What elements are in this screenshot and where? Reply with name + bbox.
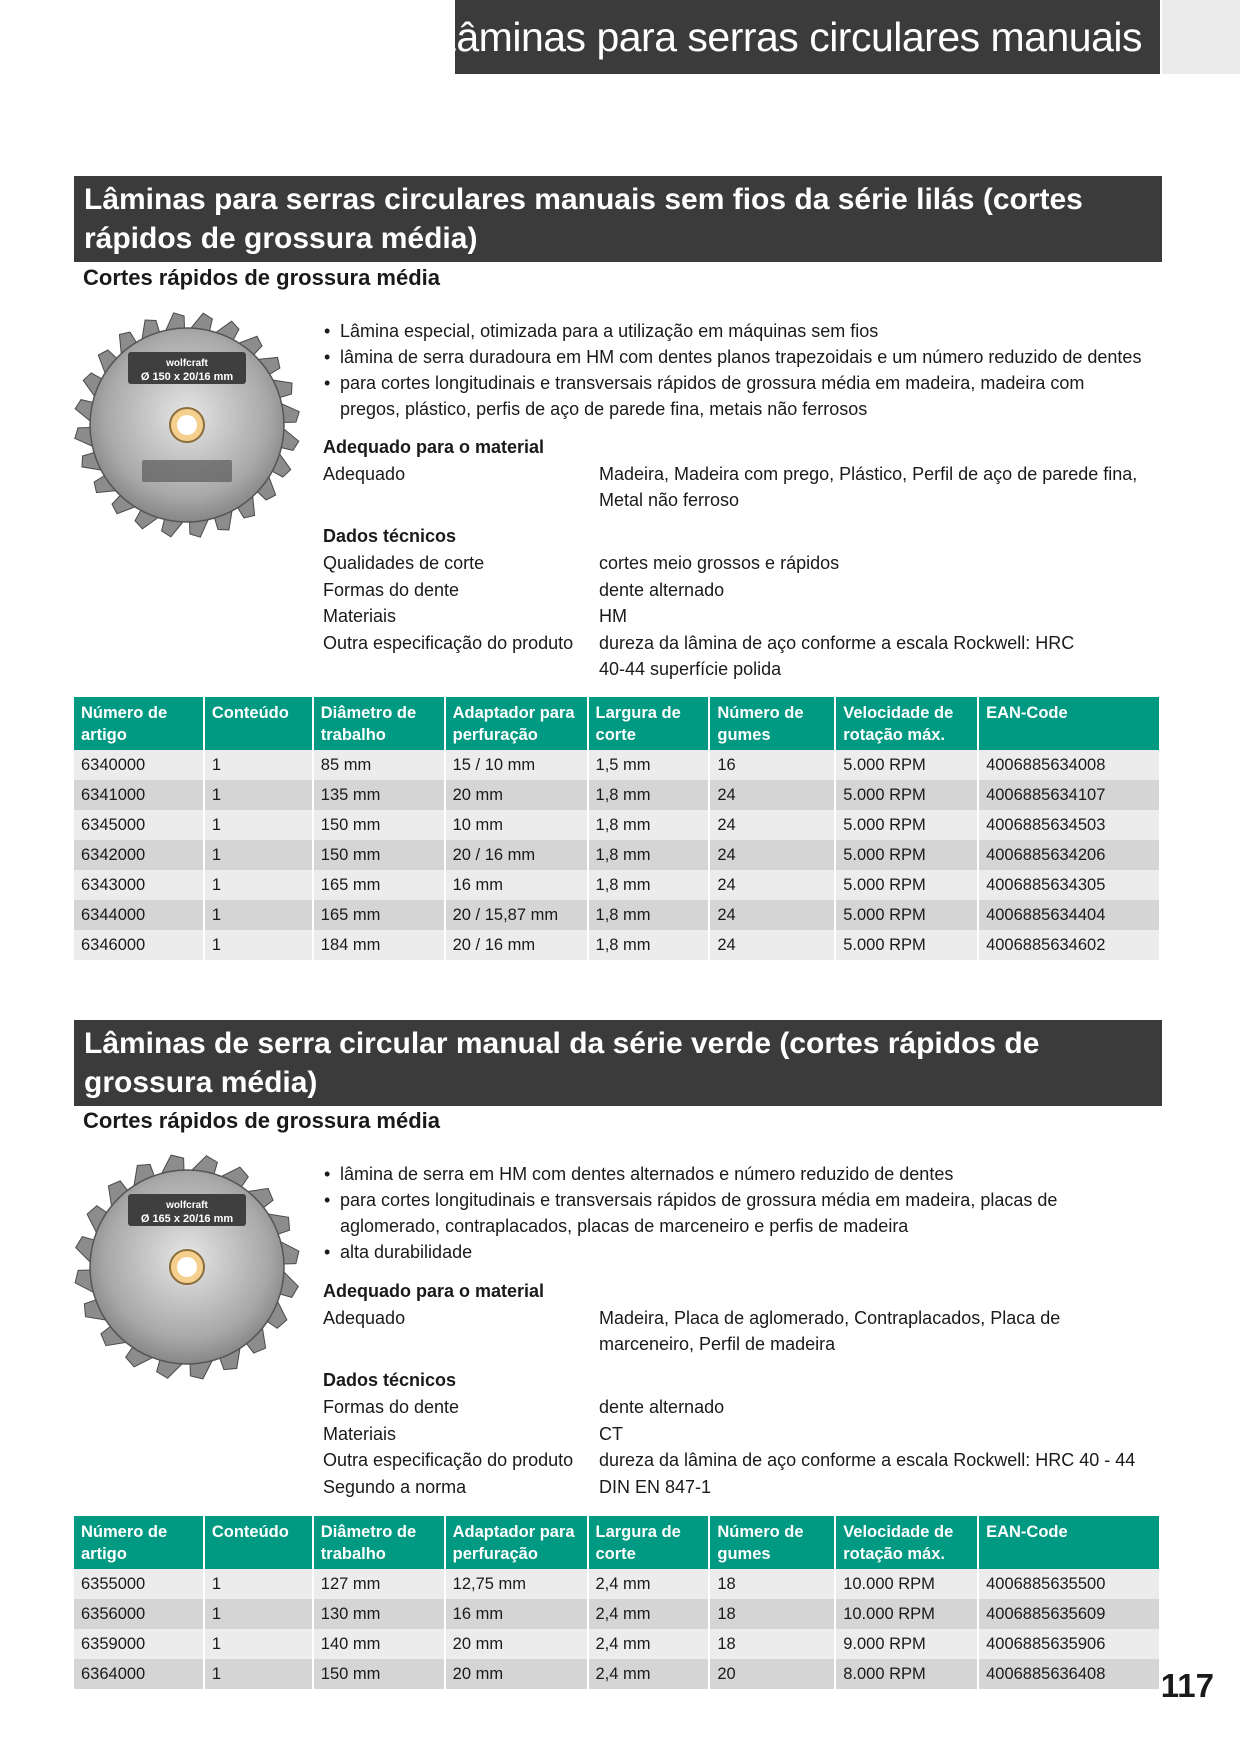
table-cell: 4006885634404 [978,900,1160,930]
spec-value: CT [599,1424,623,1444]
table-cell: 140 mm [313,1629,445,1659]
column-header: Velocidade de rotação máx. [835,1516,978,1569]
table-cell: 1,8 mm [588,930,710,960]
column-header: EAN-Code [978,1516,1160,1569]
table-cell: 6359000 [74,1629,204,1659]
column-header: Conteúdo [204,697,313,750]
table-cell: 20 mm [445,1629,588,1659]
table-cell: 16 [709,750,835,780]
table-row [74,810,1160,840]
table-header-row [74,697,1160,750]
table-cell: 18 [709,1629,835,1659]
page-header-tab [1162,0,1240,74]
table-cell: 4006885634206 [978,840,1160,870]
table-cell: 85 mm [313,750,445,780]
table-cell: 165 mm [313,870,445,900]
table-cell: 1 [204,900,313,930]
table-cell: 150 mm [313,840,445,870]
table-cell: 1 [204,750,313,780]
column-header: Número de artigo [74,697,204,750]
table-cell: 24 [709,840,835,870]
table-cell: 1,5 mm [588,750,710,780]
table-cell: 6346000 [74,930,204,960]
table-cell: 20 mm [445,780,588,810]
bullet-item: • para cortes longitudinais e transversais rápidos de grossura média em madeira, placas de aglomerado, contraplacados, placas de marceneiro e perfis de madeira [322,1187,1142,1239]
section2-title: Lâminas de serra circular manual da série verde (cortes rápidos de grossura média) [74,1020,1162,1106]
saw-blade-image [72,310,302,540]
spec-key: Outra especificação do produto [323,633,574,653]
table-cell: 24 [709,930,835,960]
bullet-item: • lâmina de serra duradoura em HM com dentes planos trapezoidais e um número reduzido de dentes [322,344,1142,370]
table-row [74,900,1160,930]
spec-key: Materiais [323,606,397,626]
table-cell: 20 mm [445,1659,588,1689]
table-cell: 1 [204,1629,313,1659]
table-cell: 6341000 [74,780,204,810]
column-header: Adaptador para perfuração [445,1516,588,1569]
column-header: EAN-Code [978,697,1160,750]
spec-value: Madeira, Placa de aglomerado, Contraplacados, Placa de marceneiro, Perfil de madeira [599,1308,1061,1354]
saw-blade-image [72,1152,302,1382]
table-cell: 5.000 RPM [835,840,978,870]
spec-value: dente alternado [599,1397,725,1417]
spec-key: Adequado [323,464,406,484]
table-cell: 5.000 RPM [835,780,978,810]
table-cell: 6364000 [74,1659,204,1689]
table-cell: 5.000 RPM [835,900,978,930]
table-cell: 1 [204,840,313,870]
section2-material-heading: Adequado para o material [323,1281,545,1301]
blade-size-text: Ø 165 x 20/16 mm [140,1213,234,1225]
table-cell: 4006885634305 [978,870,1160,900]
table-cell: 18 [709,1569,835,1599]
table-row [74,780,1160,810]
table-cell: 16 mm [445,1599,588,1629]
table-cell: 6345000 [74,810,204,840]
table-cell: 6344000 [74,900,204,930]
table-cell: 10 mm [445,810,588,840]
blade-brand-text: wolfcraft [166,1200,208,1211]
table-cell: 6343000 [74,870,204,900]
spec-key: Formas do dente [323,1397,460,1417]
table-cell: 1 [204,1659,313,1689]
table-cell: 165 mm [313,900,445,930]
section1-bullet-list [322,318,1142,422]
blade-arbor-hole [177,415,197,435]
page-header [434,0,1160,74]
blade-arbor-hole [177,1257,197,1277]
table-cell: 5.000 RPM [835,930,978,960]
table-cell: 4006885634107 [978,780,1160,810]
table-cell: 16 mm [445,870,588,900]
table-cell: 12,75 mm [445,1569,588,1599]
column-header: Largura de corte [588,697,710,750]
table-cell: 127 mm [313,1569,445,1599]
table-cell: 1 [204,1599,313,1629]
spec-value: HM [599,606,627,626]
table-cell: 10.000 RPM [835,1599,978,1629]
column-header: Largura de corte [588,1516,710,1569]
column-header: Adaptador para perfuração [445,697,588,750]
table-cell: 20 / 16 mm [445,930,588,960]
bullet-item: • alta durabilidade [322,1239,1142,1265]
table-cell: 130 mm [313,1599,445,1629]
column-header: Número de artigo [74,1516,204,1569]
table-cell: 2,4 mm [588,1659,710,1689]
table-row [74,1569,1160,1599]
table-cell: 1 [204,810,313,840]
section1-article-table [74,697,1161,960]
spec-value: dureza da lâmina de aço conforme a escala Rockwell: HRC 40-44 superfície polida [599,633,1075,679]
spec-key: Formas do dente [323,580,460,600]
spec-value: DIN EN 847-1 [599,1477,712,1497]
table-row [74,1629,1160,1659]
blade-brand-text: wolfcraft [166,358,208,369]
table-cell: 9.000 RPM [835,1629,978,1659]
blade-icons-strip [142,460,232,482]
table-cell: 6342000 [74,840,204,870]
section2-article-table [74,1516,1161,1689]
table-cell: 5.000 RPM [835,870,978,900]
table-cell: 4006885634008 [978,750,1160,780]
table-row [74,1599,1160,1629]
table-cell: 1 [204,870,313,900]
table-cell: 1,8 mm [588,900,710,930]
spec-value: Madeira, Madeira com prego, Plástico, Perfil de aço de parede fina, Metal não ferroso [599,464,1138,510]
section2-subtitle: Cortes rápidos de grossura média [83,1108,440,1133]
spec-value: dente alternado [599,580,725,600]
table-cell: 1,8 mm [588,780,710,810]
table-row [74,870,1160,900]
table-cell: 4006885635906 [978,1629,1160,1659]
table-cell: 24 [709,900,835,930]
column-header: Número de gumes [709,697,835,750]
column-header: Número de gumes [709,1516,835,1569]
table-cell: 24 [709,870,835,900]
spec-key: Qualidades de corte [323,553,485,573]
table-cell: 1,8 mm [588,810,710,840]
table-row [74,930,1160,960]
table-cell: 2,4 mm [588,1629,710,1659]
column-header: Diâmetro de trabalho [313,1516,445,1569]
page-number: 117 [1160,1667,1214,1704]
table-cell: 5.000 RPM [835,810,978,840]
table-cell: 8.000 RPM [835,1659,978,1689]
table-cell: 150 mm [313,810,445,840]
column-header: Diâmetro de trabalho [313,697,445,750]
table-cell: 2,4 mm [588,1599,710,1629]
table-cell: 6340000 [74,750,204,780]
table-cell: 135 mm [313,780,445,810]
column-header: Conteúdo [204,1516,313,1569]
table-cell: 4006885635609 [978,1599,1160,1629]
table-cell: 4006885636408 [978,1659,1160,1689]
table-cell: 1 [204,1569,313,1599]
table-cell: 150 mm [313,1659,445,1689]
table-cell: 4006885634602 [978,930,1160,960]
table-cell: 1,8 mm [588,840,710,870]
section1-tech-heading: Dados técnicos [323,526,457,546]
table-cell: 24 [709,780,835,810]
table-row [74,840,1160,870]
table-cell: 20 / 15,87 mm [445,900,588,930]
spec-key: Adequado [323,1308,406,1328]
spec-key: Outra especificação do produto [323,1450,574,1470]
table-cell: 1,8 mm [588,870,710,900]
table-cell: 5.000 RPM [835,750,978,780]
table-cell: 4006885635500 [978,1569,1160,1599]
table-cell: 10.000 RPM [835,1569,978,1599]
section2-bullet-list [322,1161,1142,1265]
spec-key: Materiais [323,1424,397,1444]
section1-material-heading: Adequado para o material [323,437,545,457]
table-row [74,750,1160,780]
spec-value: dureza da lâmina de aço conforme a escala Rockwell: HRC 40 - 44 [599,1450,1136,1470]
table-cell: 20 / 16 mm [445,840,588,870]
bullet-item: • lâmina de serra em HM com dentes alternados e número reduzido de dentes [322,1161,1142,1187]
table-cell: 15 / 10 mm [445,750,588,780]
table-cell: 184 mm [313,930,445,960]
table-cell: 1 [204,930,313,960]
table-cell: 6356000 [74,1599,204,1629]
blade-size-text: Ø 150 x 20/16 mm [140,371,234,383]
page-title: Lâminas para serras circulares manuais [434,14,1142,60]
table-header-row [74,1516,1160,1569]
table-cell: 4006885634503 [978,810,1160,840]
table-cell: 18 [709,1599,835,1629]
table-cell: 20 [709,1659,835,1689]
table-cell: 2,4 mm [588,1569,710,1599]
bullet-item: • para cortes longitudinais e transversais rápidos de grossura média em madeira, madeira com pregos, plástico, perfis de aço de parede fina, metais não ferrosos [322,370,1142,422]
column-header: Velocidade de rotação máx. [835,697,978,750]
table-cell: 1 [204,780,313,810]
spec-value: cortes meio grossos e rápidos [599,553,840,573]
section1-title: Lâminas para serras circulares manuais sem fios da série lilás (cortes rápidos de grossura média) [74,176,1162,262]
bullet-item: • Lâmina especial, otimizada para a utilização em máquinas sem fios [322,318,1142,344]
spec-key: Segundo a norma [323,1477,467,1497]
table-row [74,1659,1160,1689]
table-cell: 6355000 [74,1569,204,1599]
section2-tech-heading: Dados técnicos [323,1370,457,1390]
table-cell: 24 [709,810,835,840]
section1-subtitle: Cortes rápidos de grossura média [83,265,440,290]
